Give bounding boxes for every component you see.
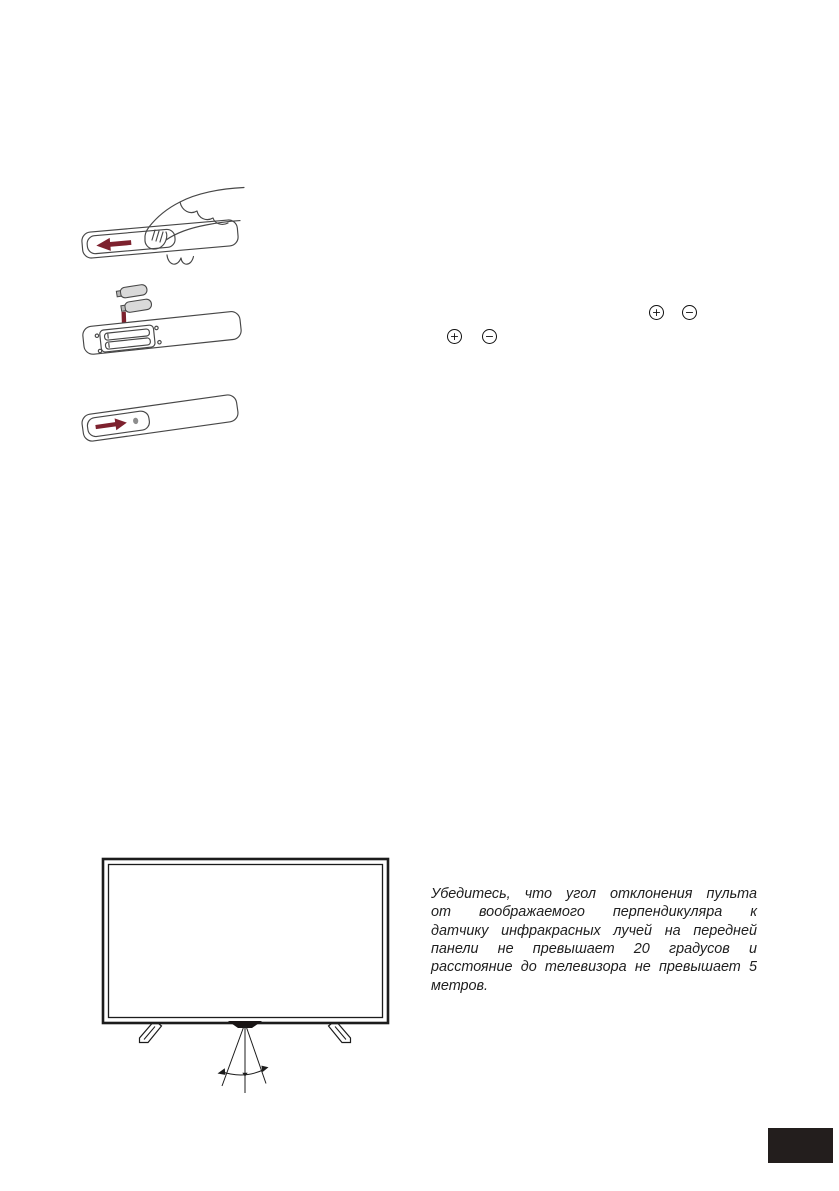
minus-circle-icon: − [482, 329, 497, 344]
note-line: панели не превышает 20 градусов и [431, 941, 757, 958]
ir-angle-note [431, 885, 757, 995]
note-line: датчику инфракрасных лучей на передней [431, 922, 757, 939]
page-corner-tab [768, 1128, 833, 1163]
minus-circle-icon: − [682, 305, 697, 320]
note-line: Убедитесь, что угол отклонения пульта [431, 886, 757, 902]
battery-install-figure [68, 178, 268, 463]
step2-insert-batteries [82, 284, 242, 355]
plus-circle-icon: + [649, 305, 664, 320]
step1-remote-open [81, 188, 244, 265]
step3-remote-close [81, 394, 239, 442]
note-line: расстояние до телевизора не превышает 5 [431, 959, 757, 976]
tv-right-foot [329, 1024, 351, 1043]
tv-angle-figure [95, 852, 395, 1097]
tv-screen [109, 865, 383, 1018]
tv-outer-frame [103, 859, 388, 1023]
note-line: метров. [431, 977, 489, 994]
battery-icon [116, 284, 148, 299]
battery-icon [120, 298, 152, 313]
ir-angle-diagram [218, 1026, 269, 1093]
tv-left-foot [140, 1024, 162, 1043]
plus-circle-icon: + [447, 329, 462, 344]
note-line: от воображаемого перпендикуляра к [431, 904, 757, 921]
